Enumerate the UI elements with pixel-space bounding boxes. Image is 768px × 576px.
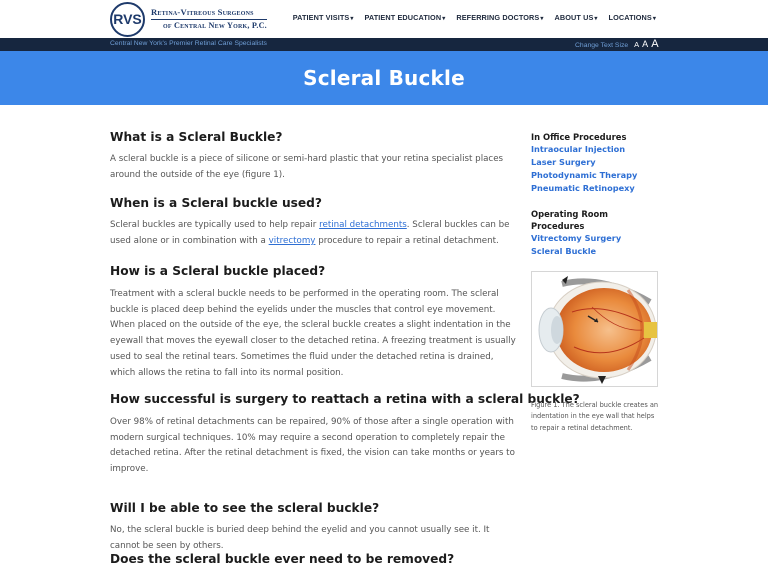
- section-heading: How is a Scleral buckle placed?: [110, 264, 326, 278]
- logo-wordmark: [151, 7, 267, 31]
- section-paragraph: Treatment with a scleral buckle needs to be performed in the operating room. The scleral buckle is placed deep behind the eyelids under the muscles that control eye movement. When placed on the outside of the eye, the scleral buckle creates a slight indentation in the eyewall that moves the eyewall closer to the detached retina. A freezing treatment is usually used to seal the retinal tears. Sometimes the fluid under the detached retina is drained, which allows the retina to fall into its normal position.: [110, 289, 516, 378]
- text-size-control: [575, 39, 659, 50]
- text-size-label: Change Text Size: [575, 42, 629, 49]
- nav-patient-education[interactable]: [365, 13, 446, 22]
- chevron-down-icon: ▾: [442, 16, 446, 22]
- figure-1-image: [531, 271, 658, 387]
- sidebar-link-laser-surgery[interactable]: Laser Surgery: [531, 157, 596, 167]
- text-run: Scleral buckles are typically used to help repair: [110, 220, 320, 230]
- retinal-detachments-link[interactable]: retinal detachments: [319, 220, 407, 230]
- chevron-down-icon: ▾: [540, 16, 544, 22]
- tagline: Central New York's Premier Retinal Care Specialists: [110, 40, 267, 47]
- nav-locations[interactable]: [609, 13, 656, 22]
- text-size-small-button[interactable]: A: [634, 40, 640, 49]
- text-run: . Scleral buckles can be used alone or in combination with a: [110, 220, 510, 246]
- section-paragraph: [110, 218, 520, 249]
- section-heading: How successful is surgery to reattach a retina with a scleral buckle?: [110, 392, 580, 406]
- section-heading: Does the scleral buckle ever need to be removed?: [110, 552, 455, 566]
- main-nav: [293, 13, 656, 22]
- or-procedures-group: [531, 208, 661, 258]
- sidebar-link-photodynamic-therapy[interactable]: Photodynamic Therapy: [531, 170, 638, 180]
- sidebar-link-scleral-buckle[interactable]: Scleral Buckle: [531, 246, 597, 256]
- nav-patient-visits[interactable]: [293, 13, 354, 22]
- page-title: Scleral Buckle: [303, 66, 465, 90]
- section-paragraph: A scleral buckle is a piece of silicone or semi-hard plastic that your retina specialist places around the outside of the eye (figure 1).: [110, 154, 504, 180]
- office-procedures-title: In Office Procedures: [531, 132, 627, 142]
- eye-cross-section-illustration: [532, 272, 658, 387]
- vitrectomy-link[interactable]: vitrectomy: [268, 235, 316, 246]
- chevron-down-icon: ▾: [594, 16, 598, 22]
- sidebar-link-pneumatic-retinopexy[interactable]: Pneumatic Retinopexy: [531, 183, 635, 193]
- section-paragraph: Over 98% of retinal detachments can be repaired, 90% of those after a single operation with modern surgical techniques. 10% may require a second operation to completely repair the detached retina. After the retinal detachment is fixed, the vision can take months or years to improve.: [110, 417, 515, 475]
- section-heading: What is a Scleral Buckle?: [110, 130, 283, 144]
- logo-line-2: of Central New York, P.C.: [163, 21, 267, 30]
- office-procedures-group: [531, 131, 661, 195]
- nav-label: PATIENT EDUCATION: [364, 13, 442, 22]
- sidebar-link-vitrectomy-surgery[interactable]: Vitrectomy Surgery: [531, 233, 622, 243]
- section-heading: When is a Scleral buckle used?: [110, 196, 322, 210]
- nav-label: PATIENT VISITS: [292, 13, 350, 22]
- site-logo[interactable]: [110, 1, 267, 37]
- figure-1-caption: Figure 1. The scleral buckle creates an indentation in the eye wall that helps to repair a retinal detachment.: [531, 401, 659, 432]
- sidebar-link-intraocular-injection[interactable]: Intraocular Injection: [531, 144, 626, 154]
- nav-label: REFERRING DOCTORS: [456, 13, 540, 22]
- site-header: [0, 0, 768, 38]
- or-procedures-title: Operating Room Procedures: [531, 209, 609, 231]
- nav-label: LOCATIONS: [608, 13, 652, 22]
- nav-about-us[interactable]: [555, 13, 598, 22]
- text-run: procedure to repair a retinal detachment.: [315, 235, 499, 246]
- logo-line-1: Retina-Vitreous Surgeons: [151, 7, 267, 20]
- utility-bar: [0, 38, 768, 51]
- logo-mark: RVS: [110, 2, 145, 37]
- text-size-medium-button[interactable]: A: [642, 39, 649, 49]
- nav-label: ABOUT US: [554, 13, 594, 22]
- chevron-down-icon: ▾: [350, 16, 354, 22]
- nav-referring-doctors[interactable]: [456, 13, 543, 22]
- text-size-large-button[interactable]: A: [651, 38, 659, 50]
- chevron-down-icon: ▾: [652, 16, 656, 22]
- section-paragraph: No, the scleral buckle is buried deep behind the eyelid and you cannot usually see it. It cannot be seen by others.: [110, 525, 490, 551]
- section-heading: Will I be able to see the scleral buckle?: [110, 501, 380, 515]
- page-hero: [0, 51, 768, 105]
